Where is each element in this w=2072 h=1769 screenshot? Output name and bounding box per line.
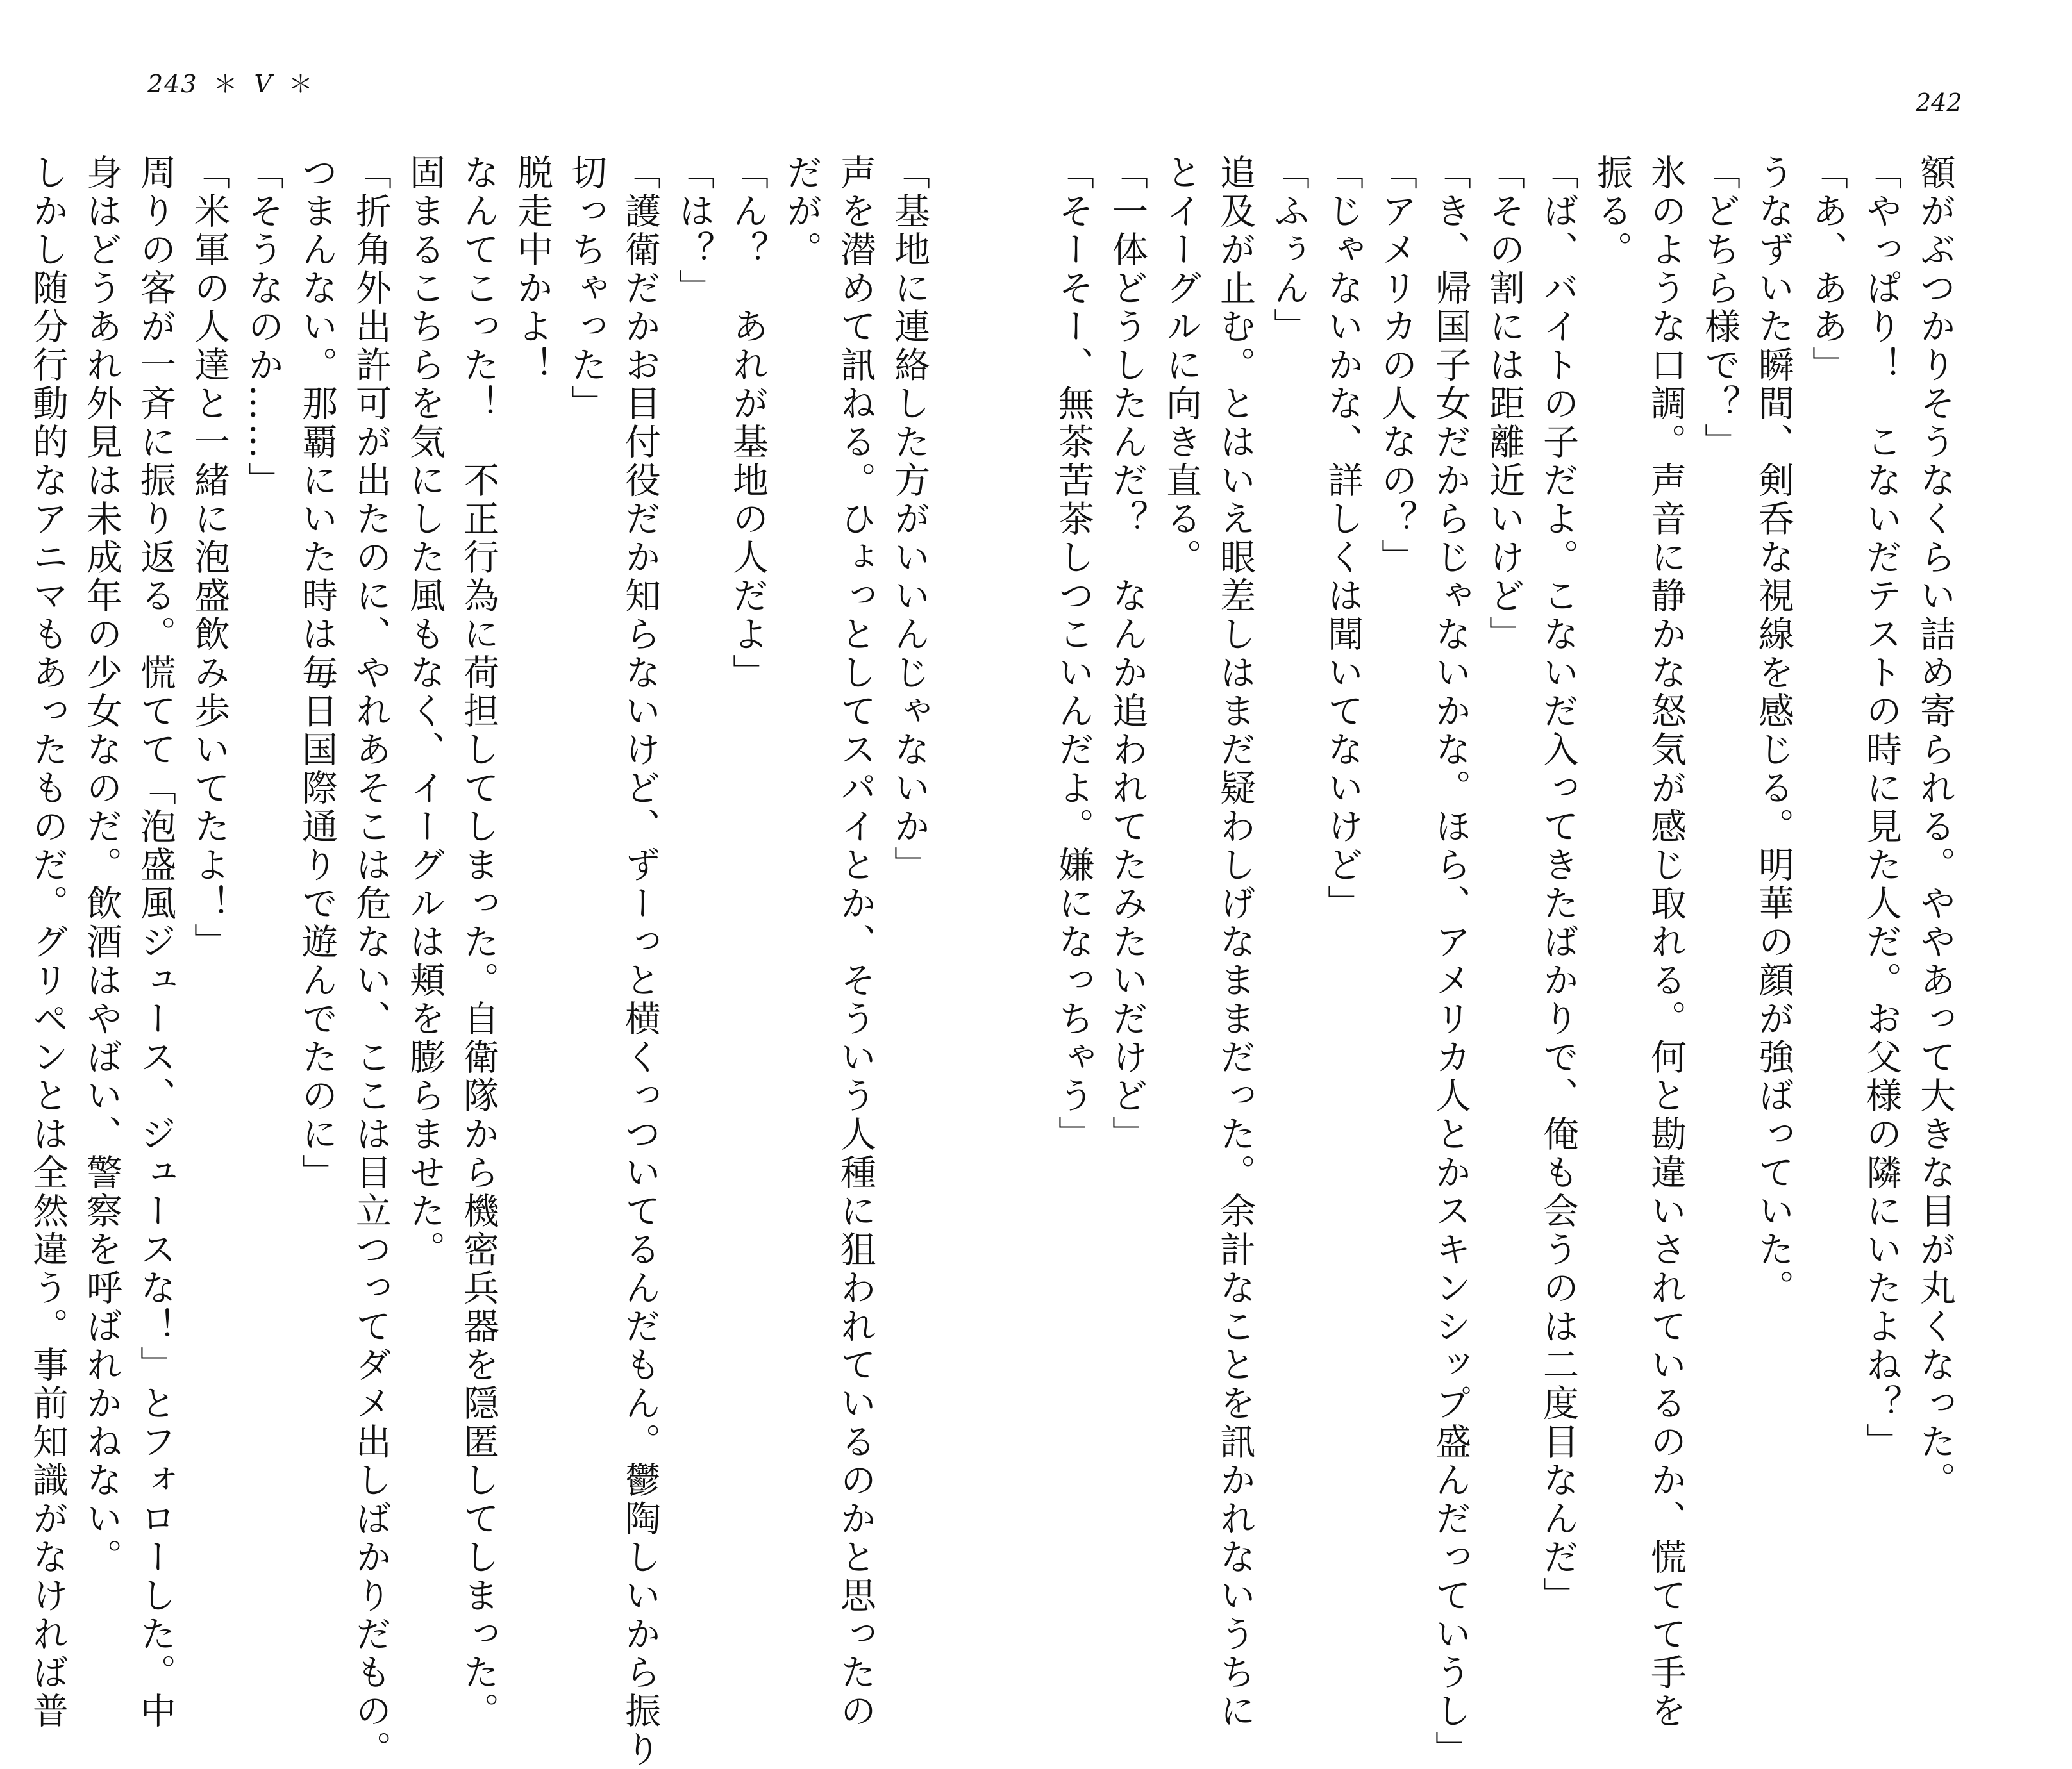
text-line: 「ふぅん」 [1268, 154, 1310, 346]
right-page-number: 242 [1916, 88, 1962, 117]
text-line: 声を潜めて訊ねる。ひょっとしてスパイとか、そういう人種に狙われているのかと思ったの [835, 154, 876, 1731]
text-line: 「アメリカの人なの？」 [1376, 154, 1417, 577]
text-line: 「そーそー、無茶苦茶しつこいんだよ。嫌になっちゃう」 [1053, 154, 1094, 1154]
text-line: 振る。 [1591, 154, 1633, 269]
left-page-body [27, 154, 936, 1769]
text-line: 「は？」 [673, 154, 715, 308]
text-line: 切っちゃった」 [565, 154, 607, 423]
text-line: だが。 [781, 154, 823, 269]
text-line: 「き、帰国子女だからじゃないかな。ほら、アメリカ人とかスキンシップ盛んだっていうし」 [1430, 154, 1471, 1769]
text-line: なんてこった！ 不正行為に荷担してしまった。自衛隊から機密兵器を隠匿してしまった。 [458, 154, 499, 1731]
text-line: 「そうなのか……」 [242, 154, 284, 500]
header-star-icon: ＊ [213, 70, 239, 98]
text-line: 「一体どうしたんだ？ なんか追われてたみたいだけど」 [1107, 154, 1148, 1154]
text-line: 「その割には距離近いけど」 [1483, 154, 1525, 654]
text-line: 脱走中かよ！ [512, 154, 553, 385]
text-line: 「じゃないかな、詳しくは聞いてないけど」 [1322, 154, 1364, 923]
text-line: うなずいた瞬間、剣呑な視線を感じる。明華の顔が強ばっていた。 [1753, 154, 1794, 1308]
text-line: 「ん？ あれが基地の人だよ」 [727, 154, 769, 692]
text-line: 「どちら様で？」 [1699, 154, 1741, 461]
text-line: しかし随分行動的なアニマもあったものだ。グリペンとは全然違う。事前知識がなければ普 [27, 154, 69, 1731]
text-line: 額がぶつかりそうなくらい詰め寄られる。ややあって大きな目が丸くなった。 [1914, 154, 1956, 1500]
text-line: 「折角外出許可が出たのに、やれあそこは危ない、ここは目立つってダメ出しばかりだもの。 [350, 154, 392, 1769]
text-line: 追及が止む。とはいえ眼差しはまだ疑わしげなままだった。余計なことを訊かれないうちに [1214, 154, 1256, 1731]
text-line: 「米軍の人達と一緒に泡盛飲み歩いてたよ！」 [188, 154, 230, 961]
text-line: 「ば、バイトの子だよ。こないだ入ってきたばかりで、俺も会うのは二度目なんだ」 [1537, 154, 1579, 1615]
header-star-icon: ＊ [288, 70, 315, 98]
left-running-head [147, 64, 330, 99]
chapter-marker: Ⅴ [254, 70, 273, 98]
text-line: とイーグルに向き直る。 [1160, 154, 1202, 577]
text-line: 周りの客が一斉に振り返る。慌てて「泡盛風ジュース、ジュースな！」とフォローした。中 [135, 154, 176, 1731]
text-line: 固まるこちらを気にした風もなく、イーグルは頬を膨らませた。 [404, 154, 446, 1269]
text-line: 身はどうあれ外見は未成年の少女なのだ。飲酒はやばい、警察を呼ばれかねない。 [81, 154, 122, 1577]
text-line: 「あ、ああ」 [1807, 154, 1848, 385]
text-line: つまんない。那覇にいた時は毎日国際通りで遊んでたのに」 [296, 154, 338, 1192]
text-line: 「やっぱり！ こないだテストの時に見た人だ。お父様の隣にいたよね？」 [1860, 154, 1902, 1461]
left-page-number: 243 [147, 70, 198, 98]
text-line: 「基地に連絡した方がいいんじゃないか」 [889, 154, 930, 884]
text-line: 氷のような口調。声音に静かな怒気が感じ取れる。何と勘違いされているのか、慌てて手を [1645, 154, 1687, 1731]
right-page-body [1053, 154, 1962, 1769]
page-gutter [1036, 0, 1037, 1498]
text-line: 「護衛だかお目付役だか知らないけど、ずーっと横くっついてるんだもん。鬱陶しいから振り [619, 154, 661, 1769]
